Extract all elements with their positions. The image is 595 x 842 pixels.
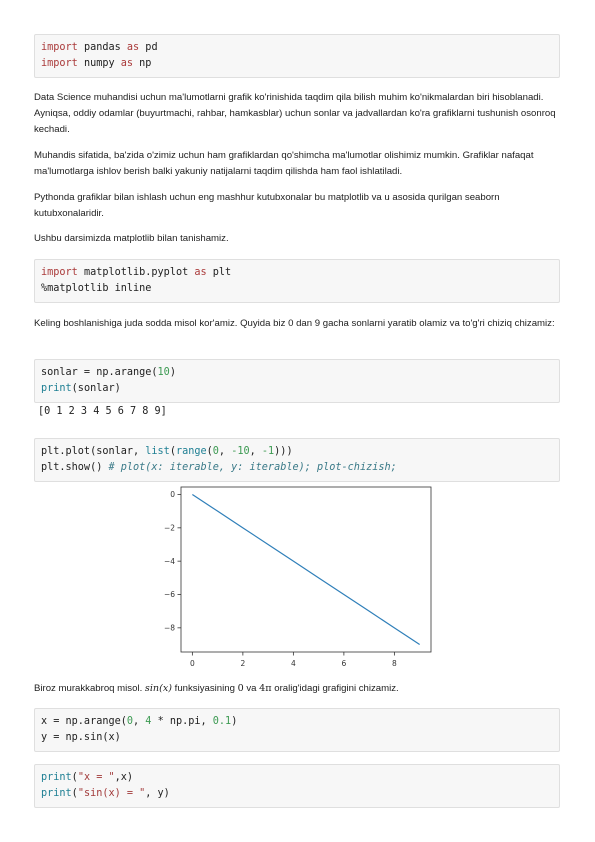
code-cell-matplotlib-import[interactable] bbox=[34, 259, 560, 303]
code-line: y = np.sin(x) bbox=[41, 732, 121, 743]
code-line: sonlar = np.arange(10) bbox=[41, 367, 176, 378]
paragraph-engineer: Muhandis sifatida, ba'zida o'zimiz uchun ham grafiklardan qo'shimcha ma'lumotlar olishimiz mumkin. Grafiklar nafaqat ma'lumotlarga ishlov berish balki yakuniy natijalarni taqdim qilishda ham faol ishlatiladi. bbox=[34, 150, 534, 177]
code-cell-arange[interactable] bbox=[34, 359, 560, 403]
x-tick-label: 2 bbox=[240, 659, 246, 668]
code-line: %matplotlib inline bbox=[41, 283, 152, 294]
code-line: print("sin(x) = ", y) bbox=[41, 788, 170, 799]
code-cell-imports[interactable] bbox=[34, 34, 560, 78]
y-tick-label: −6 bbox=[163, 590, 175, 600]
code-line: import numpy as np bbox=[41, 58, 152, 69]
paragraph-libraries: Pythonda grafiklar bilan ishlash uchun eng mashhur kutubxonalar bu matplotlib va u asosida qurilgan seaborn kutubxonalaridir. bbox=[34, 192, 500, 219]
paragraph-lesson: Ushbu darsimizda matplotlib bilan tanishamiz. bbox=[34, 233, 229, 244]
code-line: x = np.arange(0, 4 * np.pi, 0.1) bbox=[41, 716, 238, 727]
math-zero: 0 bbox=[237, 683, 244, 694]
code-cell-sin-data[interactable] bbox=[34, 708, 560, 752]
y-tick-label: −8 bbox=[163, 623, 175, 633]
code-cell-plot[interactable] bbox=[34, 438, 560, 482]
paragraph-sin-example: Biroz murakkabroq misol. sin(x) funksiyasining 0 va 4π oralig'idagi grafigini chizamiz. bbox=[34, 683, 399, 694]
line-chart bbox=[0, 478, 595, 668]
code-line: print("x = ",x) bbox=[41, 772, 134, 783]
x-tick-label: 0 bbox=[189, 659, 195, 668]
code-line: plt.plot(sonlar, list(range(0, -10, -1))) bbox=[41, 446, 293, 457]
code-cell-print-sin[interactable] bbox=[34, 764, 560, 808]
x-tick-label: 6 bbox=[341, 659, 347, 668]
code-line: import matplotlib.pyplot as plt bbox=[41, 267, 232, 278]
cell-output-array: [0 1 2 3 4 5 6 7 8 9] bbox=[38, 406, 167, 417]
math-sin-x: sin(x) bbox=[144, 683, 172, 694]
code-line: import pandas as pd bbox=[41, 42, 158, 53]
code-line: plt.show() # plot(x: iterable, y: iterable); plot-chizish; bbox=[41, 462, 397, 473]
y-tick-label: −2 bbox=[163, 523, 175, 533]
y-tick-label: 0 bbox=[170, 490, 175, 500]
math-four-pi: 4π bbox=[259, 683, 272, 694]
paragraph-simple-example: Keling boshlanishiga juda sodda misol kor'amiz. Quyida biz 0 dan 9 gacha sonlarni yaratib olamiz va to'g'ri chiziq chizamiz: bbox=[34, 318, 555, 329]
paragraph-intro: Data Science muhandisi uchun ma'lumotlarni grafik ko'rinishida taqdim qila bilish muhim ko'nikmalardan biri hisoblanadi. Ayniqsa, oddiy odamlar (buyurtmachi, rahbar, hamkasblar) uchun sonlar va jadvallardan ko'ra grafiklarni tushunish osonroq kechadi. bbox=[34, 92, 556, 135]
code-line: print(sonlar) bbox=[41, 383, 121, 394]
x-tick-label: 4 bbox=[290, 659, 296, 668]
x-tick-label: 8 bbox=[391, 659, 397, 668]
y-tick-label: −4 bbox=[163, 556, 175, 566]
